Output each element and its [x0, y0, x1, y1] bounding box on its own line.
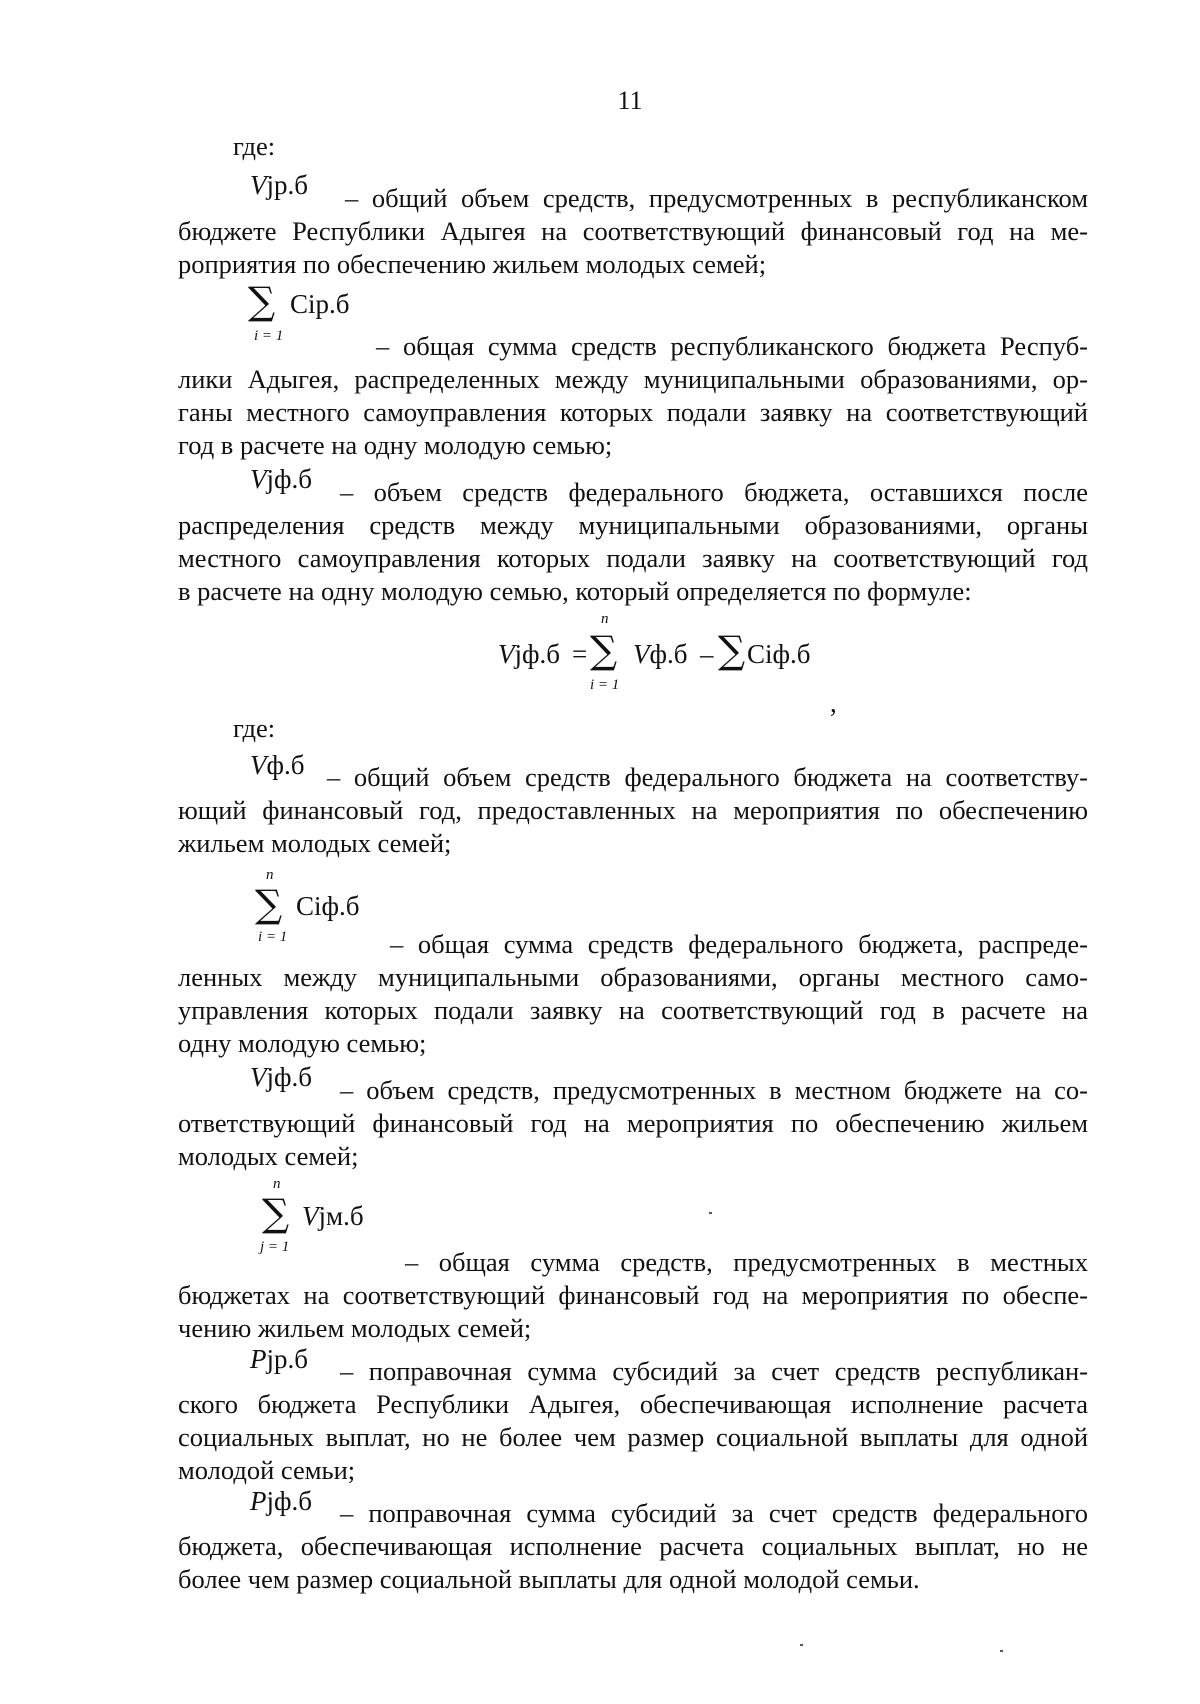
definition-v-fb: ющий финансовый год, предоставленных на мероприятия по обеспечению жильем молодых семей; — [178, 795, 1088, 858]
definition-sum-vjmb-line-1: – общая сумма средств, предусмотренных в местных — [405, 1247, 1088, 1277]
definition-v-fb-line-1: – общий объем средств федерального бюджета на соответству- — [327, 762, 1088, 792]
symbol-p-jrb: Pjр.б — [250, 1344, 308, 1374]
page-number: 11 — [617, 86, 643, 115]
where-label-2: где: — [233, 713, 276, 743]
definition-v-jfb-local-line-1: – объем средств, предусмотренных в местном бюджете на со- — [340, 1075, 1088, 1105]
definition-sum-cifb-line-1: – общая сумма средств федерального бюджета, распреде- — [390, 929, 1088, 959]
formula-lower-limit: i = 1 — [590, 677, 620, 693]
formula-upper-limit: n — [601, 611, 609, 627]
sum-cifb-upper-limit: n — [266, 867, 274, 883]
formula-lhs: Vjф.б — [498, 639, 560, 669]
formula-term-2: Ciф.б — [747, 639, 811, 669]
sum-vjmb-upper-limit: n — [273, 1176, 281, 1192]
symbol-v-fb: Vф.б — [250, 750, 305, 780]
definition-v-jrb-line-1: – общий объем средств, предусмотренных в республиканском — [345, 183, 1088, 213]
sum-lower-limit: i = 1 — [254, 328, 284, 344]
formula-sigma-2: ∑ — [718, 628, 746, 672]
formula-minus: – — [700, 639, 714, 669]
where-label: где: — [233, 131, 276, 161]
definition-p-jfb: бюджета, обеспечивающая исполнение расчета социальных выплат, но не более чем размер социальной выплаты для одной молодой семьи. — [178, 1531, 1088, 1594]
sum-term-cirb: Ciр.б — [290, 289, 350, 319]
definition-v-jfb-local: ответствующий финансовый год на мероприятия по обеспечению жильем молодых семей; — [178, 1108, 1088, 1171]
sum-cifb-sigma: ∑ — [255, 882, 283, 926]
scan-speck — [709, 1212, 712, 1214]
definition-sum-vjmb: бюджетах на соответствующий финансовый год на мероприятия по обеспе- чению жильем молодых семей; — [178, 1280, 1088, 1343]
definition-v-jfb: распределения средств между муниципальными образованиями, органы местного самоуправления которых подали заявку на соответствующий год в расчете на одну молодую семью, который определяется по формуле: — [178, 510, 1088, 606]
scan-speck — [800, 1644, 803, 1646]
formula-comma: , — [830, 688, 837, 718]
definition-p-jrb-line-1: – поправочная сумма субсидий за счет средств республикан- — [340, 1356, 1088, 1386]
formula-equals: = — [572, 639, 588, 669]
definition-p-jrb: ского бюджета Республики Адыгея, обеспечивающая исполнение расчета социальных выплат, но не более чем размер социальной выплаты для одной молодой семьи; — [178, 1389, 1088, 1485]
formula-sigma: ∑ — [590, 628, 618, 672]
sum-vjmb-sigma: ∑ — [262, 1191, 290, 1235]
sum-vjmb-lower-limit: j = 1 — [260, 1239, 290, 1255]
definition-v-jfb-line-1: – объем средств федерального бюджета, оставшихся после — [340, 477, 1088, 507]
formula-term-1: Vф.б — [633, 639, 688, 669]
definition-sum-cifb: ленных между муниципальными образованиями, органы местного само- управления которых подали заявку на соответствующий год в расчете на одну молодую семью; — [178, 962, 1088, 1058]
scan-speck — [1000, 1650, 1003, 1652]
symbol-v-jrb: Vjр.б — [250, 170, 308, 200]
symbol-v-jfb: Vjф.б — [250, 464, 312, 494]
sigma-symbol: ∑ — [248, 279, 276, 323]
definition-p-jfb-line-1: – поправочная сумма субсидий за счет средств федерального — [340, 1498, 1088, 1528]
symbol-v-jfb-local: Vjф.б — [250, 1062, 312, 1092]
sum-term-cifb: Ciф.б — [296, 891, 360, 921]
definition-sum-cirb-line-1: – общая сумма средств республиканского бюджета Респуб- — [376, 331, 1088, 361]
definition-v-jrb: бюджете Республики Адыгея на соответствующий финансовый год на ме- роприятия по обеспечению жильем молодых семей; — [178, 216, 1088, 279]
sum-cifb-lower-limit: i = 1 — [258, 929, 288, 945]
sum-term-vjmb: Vjм.б — [302, 1201, 364, 1231]
symbol-p-jfb: Pjф.б — [250, 1486, 312, 1516]
definition-sum-cirb: лики Адыгея, распределенных между муниципальными образованиями, ор- ганы местного самоуправления которых подали заявку на соответствующий год в расчете на одну молодую семью; — [178, 364, 1088, 460]
